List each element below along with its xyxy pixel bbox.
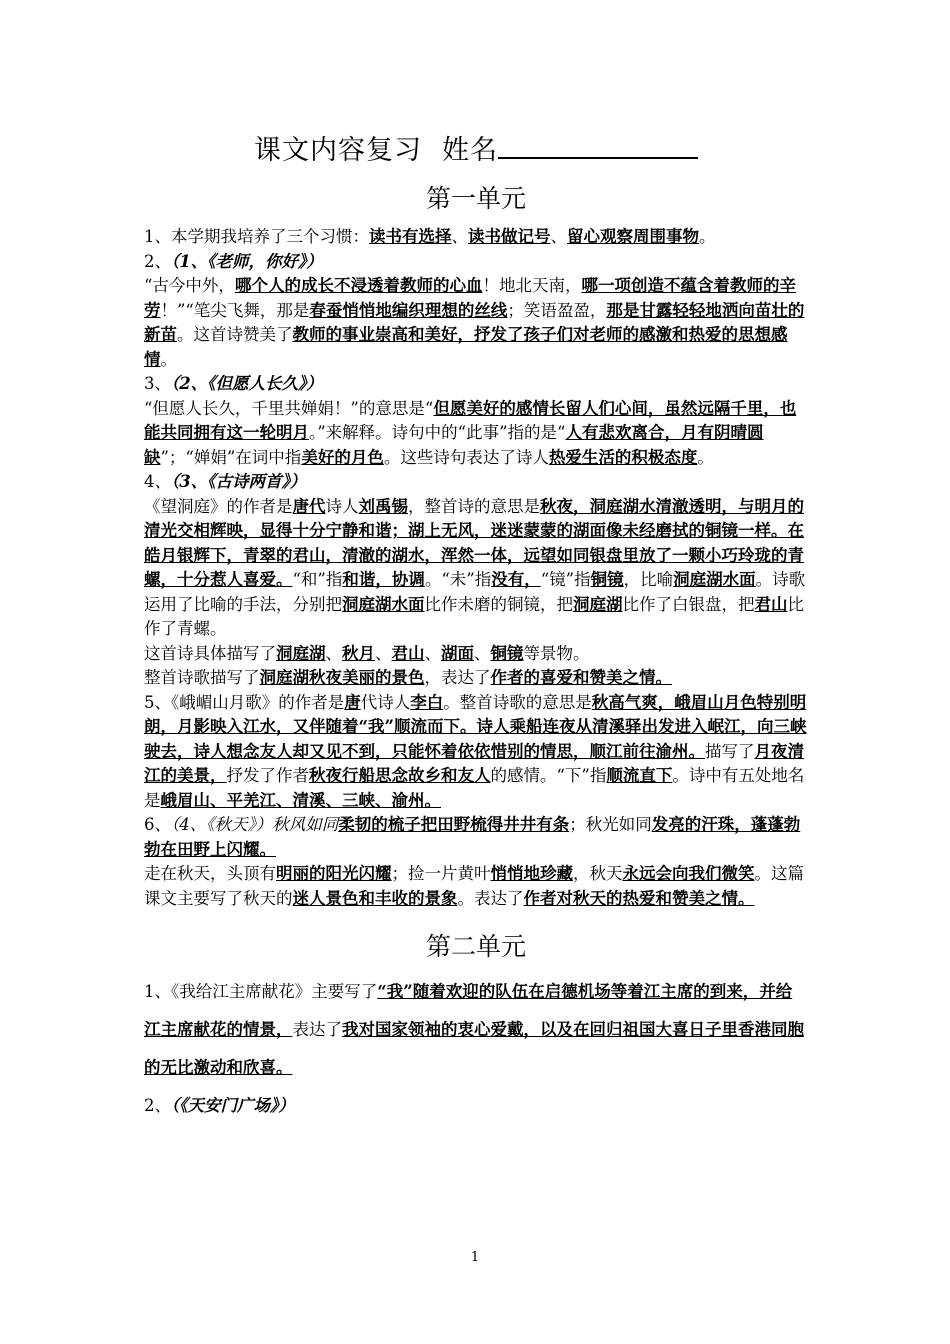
unit1-q2-title: 2、（1、《老师，你好》） <box>144 251 323 271</box>
unit1-q1: 1、本学期我培养了三个习惯：读书有选择、读书做记号、留心观察周围事物。 <box>144 227 716 246</box>
unit1-q6: 6、（4、《秋天》）秋风如同柔韧的梳子把田野梳得井井有条；秋光如同发亮的汗珠，蓬蓬勃勃在田野上闪耀。 <box>144 815 801 859</box>
document-page <box>144 128 808 1125</box>
unit1-q2: “古今中外，哪个人的成长不浸透着教师的心血！地北天南，哪一项创造不蕴含着教师的辛劳！”“笔尖飞舞，那是春蚕悄悄地编织理想的丝线；笑语盈盈，那是甘露轻轻地洒向苗壮的新苗。这首诗赞美了教师的事业崇高和美好，抒发了孩子们对老师的感激和热爱的思想感情。 <box>144 276 805 369</box>
page-title: 课文内容复习 姓名 <box>144 128 808 167</box>
unit1-q3: “但愿人长久，千里共婵娟！”的意思是“但愿美好的感情长留人们心间，虽然远隔千里，也能共同拥有这一轮明月。”来解释。诗句中的“此事”指的是“人有悲欢离合，月有阴晴圆缺”；“婵娟”在词中指美好的月色。这些诗句表达了诗人热爱生活的积极态度。 <box>144 398 797 467</box>
name-blank <box>498 133 698 159</box>
unit1-q4-summary: 整首诗歌描写了洞庭湖秋夜美丽的景色，表达了作者的喜爱和赞美之情。 <box>144 668 672 687</box>
unit1-q4: 《望洞庭》的作者是唐代诗人刘禹锡，整首诗的意思是秋夜，洞庭湖水清澈透明，与明月的清光交相辉映，显得十分宁静和谐；湖上无风，迷迷蒙蒙的湖面像未经磨拭的铜镜一样。在皓月银辉下，青翠的君山，清澈的湖水，浑然一体，远望如同银盘里放了一颗小巧玲珑的青螺，十分惹人喜爱。“和”指和谐，协调。“未”指没有，“镜”指铜镜，比喻洞庭湖水面。诗歌运用了比喻的手法，分别把洞庭湖水面比作未磨的铜镜，把洞庭湖比作了白银盘，把君山比作了青螺。 <box>144 496 806 638</box>
unit1-q4-scenery: 这首诗具体描写了洞庭湖、秋月、君山、湖面、铜镜等景物。 <box>144 643 590 663</box>
unit1-q6-continued: 走在秋天，头顶有明丽的阳光闪耀；捡一片黄叶悄悄地珍藏，秋天永远会向我们微笑。这篇课文主要写了秋天的迷人景色和丰收的景象。表达了作者对秋天的热爱和赞美之情。 <box>144 864 804 908</box>
unit2-q2-title: 2、（《天安门广场》） <box>144 1096 295 1115</box>
page-number: 1 <box>470 1250 480 1265</box>
unit2-heading: 第二单元 <box>425 932 526 961</box>
unit1-q3-title: 3、（2、《但愿人长久》） <box>144 374 323 393</box>
unit2-q1: 1、《我给江主席献花》主要写了“我”随着欢迎的队伍在启德机场等着江主席的到来，并给江主席献花的情景，表达了我对国家领袖的衷心爱戴，以及在回归祖国大喜日子里香港同胞的无比激动和欣喜。 <box>144 982 804 1077</box>
unit1-q5: 5、《峨嵋山月歌》的作者是唐代诗人李白。整首诗歌的意思是秋高气爽，峨眉山月色特别明朗，月影映入江水，又伴随着“我”顺流而下。诗人乘船连夜从清溪驿出发进入岷江，向三峡驶去，诗人想念友人却又见不到，只能怀着依依惜别的情思，顺江前往渝州。描写了月夜清江的美景，抒发了作者秋夜行船思念故乡和友人的感情。“下”指顺流直下。诗中有五处地名是峨眉山、平羌江、清溪、三峡、渝州。 <box>144 692 807 810</box>
unit1-q4-title: 4、（3、《古诗两首》） <box>144 472 307 491</box>
unit1-heading: 第一单元 <box>425 184 526 213</box>
unit2-section <box>144 973 808 1125</box>
